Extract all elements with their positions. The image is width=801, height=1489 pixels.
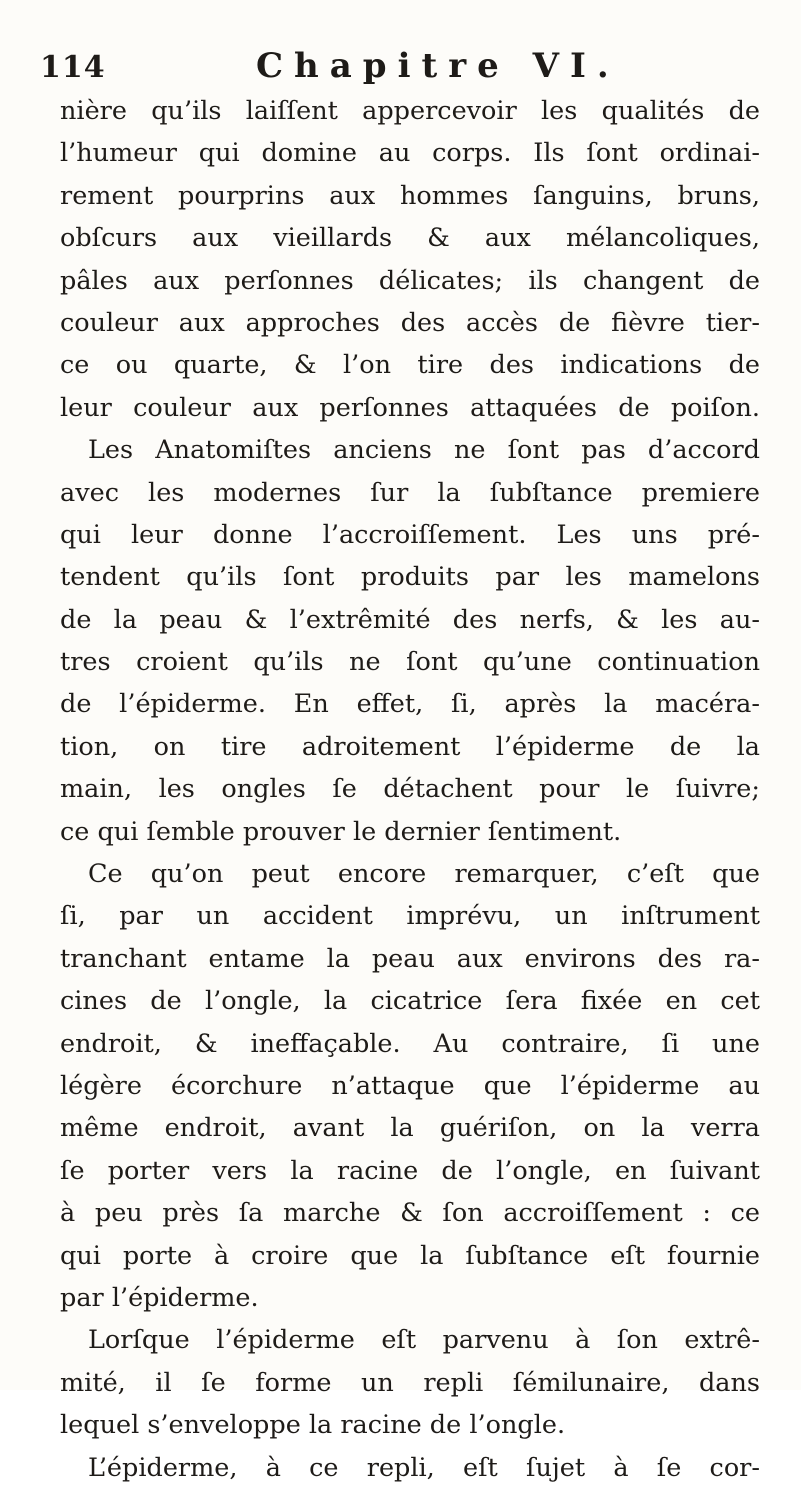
paragraph-end-line: par l’épiderme. xyxy=(60,1282,259,1313)
text-line: tion, on tire adroitement l’épiderme de la xyxy=(60,731,760,762)
text-line: endroit, & ineffaçable. Au contraire, ſi une xyxy=(60,1028,760,1059)
text-line: obſcurs aux vieillards & aux mélancoliques, xyxy=(60,223,760,254)
text-line: couleur aux approches des accès de fièvre tier- xyxy=(60,307,760,338)
text-line: tranchant entame la peau aux environs des ra- xyxy=(60,943,760,974)
text-line: même endroit, avant la guériſon, on la verra xyxy=(60,1113,760,1144)
text-line: main, les ongles ſe détachent pour le ſuivre; xyxy=(60,774,760,805)
text-line: à peu près ſa marche & ſon accroiſſement : ce xyxy=(60,1198,760,1229)
paragraph-end-line: ce qui ſemble prouver le dernier ſentiment. xyxy=(60,816,622,847)
text-line: de l’épiderme. En effet, ſi, après la macéra- xyxy=(60,689,760,720)
text-line: avec les modernes ſur la ſubſtance premiere xyxy=(60,477,760,508)
paragraph-end-line: lequel s’enveloppe la racine de l’ongle. xyxy=(60,1410,566,1441)
text-line: cines de l’ongle, la cicatrice ſera fixée en cet xyxy=(60,986,760,1017)
chapter-title: Chapitre VI. xyxy=(256,46,620,86)
running-head xyxy=(40,46,740,96)
text-line: rement pourprins aux hommes ſanguins, bruns, xyxy=(60,180,760,211)
text-line: de la peau & l’extrêmité des nerfs, & les au- xyxy=(60,604,760,635)
text-line: tendent qu’ils ſont produits par les mamelons xyxy=(60,562,760,593)
text-line: pâles aux perſonnes délicates; ils changent de xyxy=(60,265,760,296)
text-line: ce ou quarte, & l’on tire des indications de xyxy=(60,350,760,381)
page-number: 114 xyxy=(40,50,106,85)
text-line: leur couleur aux perſonnes attaquées de poiſon. xyxy=(60,392,760,423)
text-line: qui porte à croire que la ſubſtance eſt fournie xyxy=(60,1240,760,1271)
text-line: tres croient qu’ils ne ſont qu’une continuation xyxy=(60,647,760,678)
body-text xyxy=(60,90,760,1489)
text-line: mité, il ſe forme un repli ſémilunaire, dans xyxy=(60,1367,760,1398)
paragraph-start-line: Ce qu’on peut encore remarquer, c’eſt que xyxy=(88,859,760,890)
text-line: qui leur donne l’accroiſſement. Les uns pré- xyxy=(60,519,760,550)
paragraph-start-line: Lorſque l’épiderme eſt parvenu à ſon extrê- xyxy=(88,1325,760,1356)
text-line: nière qu’ils laiſſent appercevoir les qualités de xyxy=(60,96,760,126)
text-line: ſi, par un accident imprévu, un inſtrument xyxy=(60,901,760,932)
text-line: légère écorchure n’attaque que l’épiderme au xyxy=(60,1070,760,1101)
paragraph-start-line: L’épiderme, à ce repli, eſt ſujet à ſe cor- xyxy=(88,1452,760,1483)
paragraph-start-line: Les Anatomiſtes anciens ne ſont pas d’accord xyxy=(88,435,760,466)
text-line: ſe porter vers la racine de l’ongle, en ſuivant xyxy=(60,1155,760,1186)
text-line: l’humeur qui domine au corps. Ils ſont ordinai- xyxy=(60,138,760,169)
